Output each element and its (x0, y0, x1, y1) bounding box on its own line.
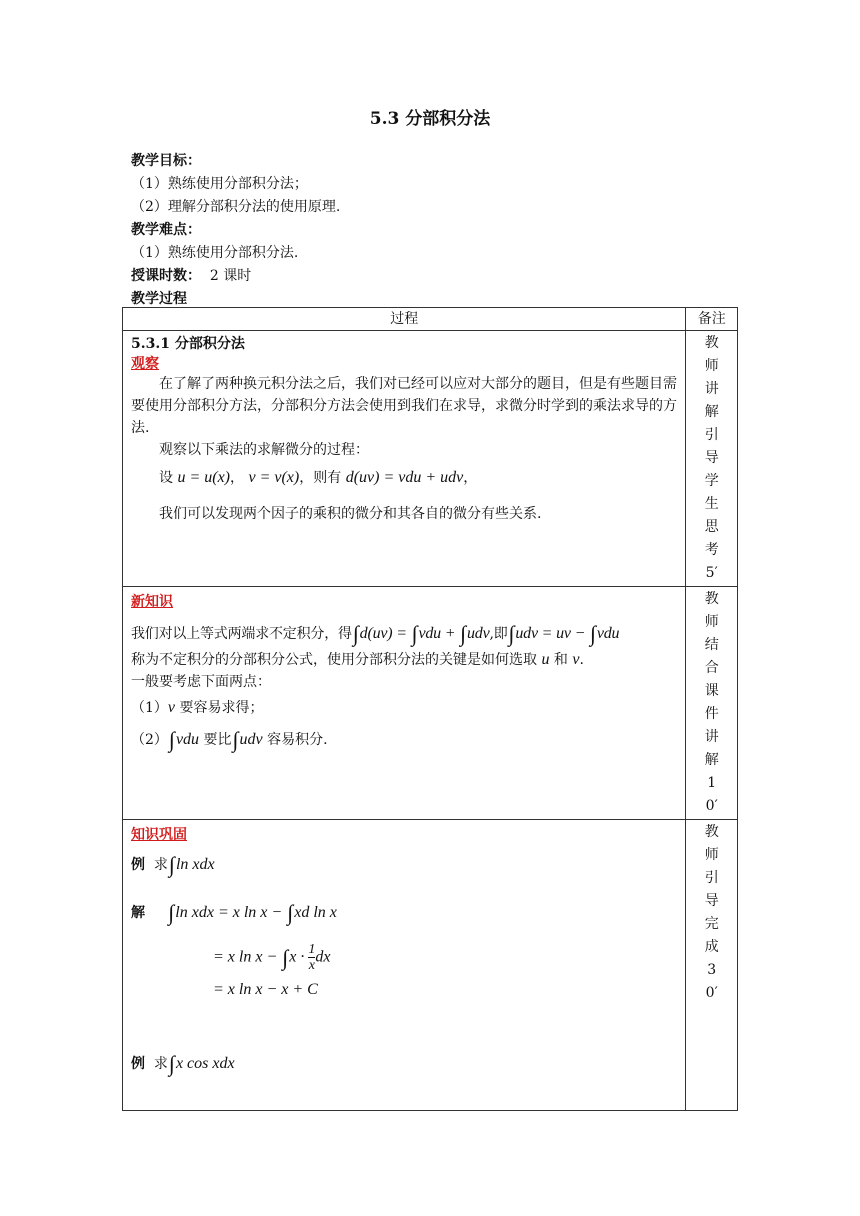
integral-icon: ∫ (168, 727, 175, 752)
tag-new-knowledge: 新知识 (131, 594, 173, 610)
integral-icon: ∫ (589, 621, 596, 646)
process-cell (123, 820, 686, 1111)
math: x · (289, 948, 309, 966)
formula-line: 设 u = u(x)， v = v(x)，则有 d(uv) = vdu + udv， (159, 469, 478, 486)
text: . (579, 652, 584, 668)
fraction-numerator: 1 (308, 942, 316, 957)
text: 称为不定积分的分部积分公式，使用分部积分法的关键是如何选取 (131, 652, 537, 668)
point-2 (131, 729, 677, 751)
integral-icon: ∫ (168, 852, 175, 877)
math: udv = uv − (515, 625, 589, 642)
text: 设 (159, 470, 173, 486)
example-line (131, 854, 677, 876)
text: 容易积分. (267, 732, 328, 748)
solution-line (131, 942, 677, 973)
solution-label: 解 (131, 905, 145, 921)
difficulty-heading: 教学难点： (131, 222, 201, 238)
hours-label: 授课时数： (131, 268, 201, 284)
example-label: 例 (131, 857, 145, 873)
math: vdu (596, 625, 620, 642)
math: vdu (175, 731, 200, 748)
solution-line (131, 979, 677, 1001)
header-process: 过程 (123, 308, 686, 331)
math-u: u = u(x) (177, 469, 231, 486)
note-cell (686, 820, 738, 1111)
lesson-meta (131, 150, 340, 311)
integral-icon: ∫ (282, 944, 289, 970)
text: 求 (153, 1056, 168, 1072)
paragraph (131, 649, 677, 671)
table-row (123, 587, 738, 820)
integral-icon: ∫ (168, 1051, 175, 1076)
math: udv (466, 625, 490, 642)
solution-line (131, 902, 677, 924)
difficulty-item: （1）熟练使用分部积分法. (131, 245, 299, 261)
hours-line (131, 265, 340, 288)
math: ln xdx (175, 856, 215, 873)
math-v: v = v(x) (248, 469, 300, 486)
objectives-heading: 教学目标： (131, 153, 201, 169)
note-text: 教师结合课件讲解10′ (704, 591, 719, 814)
objective-item: （2）理解分部积分法的使用原理. (131, 199, 341, 215)
paragraph: 观察以下乘法的求解微分的过程： (159, 442, 369, 458)
math: x cos xdx (175, 1055, 235, 1072)
math-v: v (572, 651, 580, 668)
text: ，则有 (299, 470, 342, 486)
text: 要容易求得； (179, 700, 264, 716)
header-note: 备注 (686, 308, 738, 331)
math: dx (315, 948, 331, 966)
math: vdu + (418, 625, 460, 642)
section-title: 5.3.1 分部积分法 (131, 336, 245, 352)
process-cell (123, 587, 686, 820)
math: xd ln x (294, 904, 337, 921)
integral-icon: ∫ (287, 900, 294, 925)
math: d(uv) = (359, 625, 411, 642)
tag-consolidation: 知识巩固 (131, 827, 187, 843)
note-cell (686, 331, 738, 587)
math-u: u (541, 651, 550, 668)
math: = x ln x − x + C (213, 981, 318, 998)
note-text: 教师讲解引导学生思考5′ (704, 335, 719, 581)
math: = x ln x − (213, 948, 282, 966)
integral-icon: ∫ (352, 621, 359, 646)
paragraph: 我们可以发现两个因子的乘积的微分和其各自的微分有些关系. (159, 506, 542, 522)
text: 要比 (203, 732, 232, 748)
table-header-row (123, 308, 738, 331)
hours-value: 2 课时 (209, 268, 252, 284)
formula-line (131, 623, 677, 645)
table-row (123, 331, 738, 587)
table-row (123, 820, 738, 1111)
math-product-rule: d(uv) = vdu + udv (345, 469, 464, 486)
integral-icon: ∫ (460, 621, 466, 646)
process-table (122, 307, 738, 1111)
text: 和 (553, 652, 568, 668)
text: 我们对以上等式两端求不定积分，得 (131, 626, 352, 642)
text: 求 (153, 857, 168, 873)
paragraph: 一般要考虑下面两点： (131, 674, 271, 690)
tag-observe: 观察 (131, 356, 159, 372)
process-heading: 教学过程 (131, 291, 187, 307)
text: （2） (131, 732, 168, 748)
objective-item: （1）熟练使用分部积分法； (131, 176, 308, 192)
example-label: 例 (131, 1056, 145, 1072)
page-title: 5.3 分部积分法 (369, 109, 491, 129)
math: ln xdx = x ln x − (175, 904, 287, 921)
process-cell (123, 331, 686, 587)
fraction-denominator: x (308, 958, 315, 973)
math-v: v (167, 699, 176, 716)
math: udv (239, 731, 263, 748)
integral-icon: ∫ (168, 900, 175, 925)
integral-icon: ∫ (411, 621, 418, 646)
example-line (131, 1053, 677, 1075)
paragraph: 在了解了两种换元积分法之后，我们对已经可以应对大部分的题目，但是有些题目需要使用分部积分方法，分部积分方法会使用到我们在求导，求微分时学到的乘法求导的方法. (131, 376, 677, 436)
integral-icon: ∫ (508, 621, 515, 646)
note-text: 教师引导完成30′ (704, 824, 719, 1001)
text: ,即 (489, 626, 508, 642)
note-cell (686, 587, 738, 820)
text: （1） (131, 700, 168, 716)
point-1 (131, 697, 677, 719)
integral-icon: ∫ (232, 727, 239, 752)
